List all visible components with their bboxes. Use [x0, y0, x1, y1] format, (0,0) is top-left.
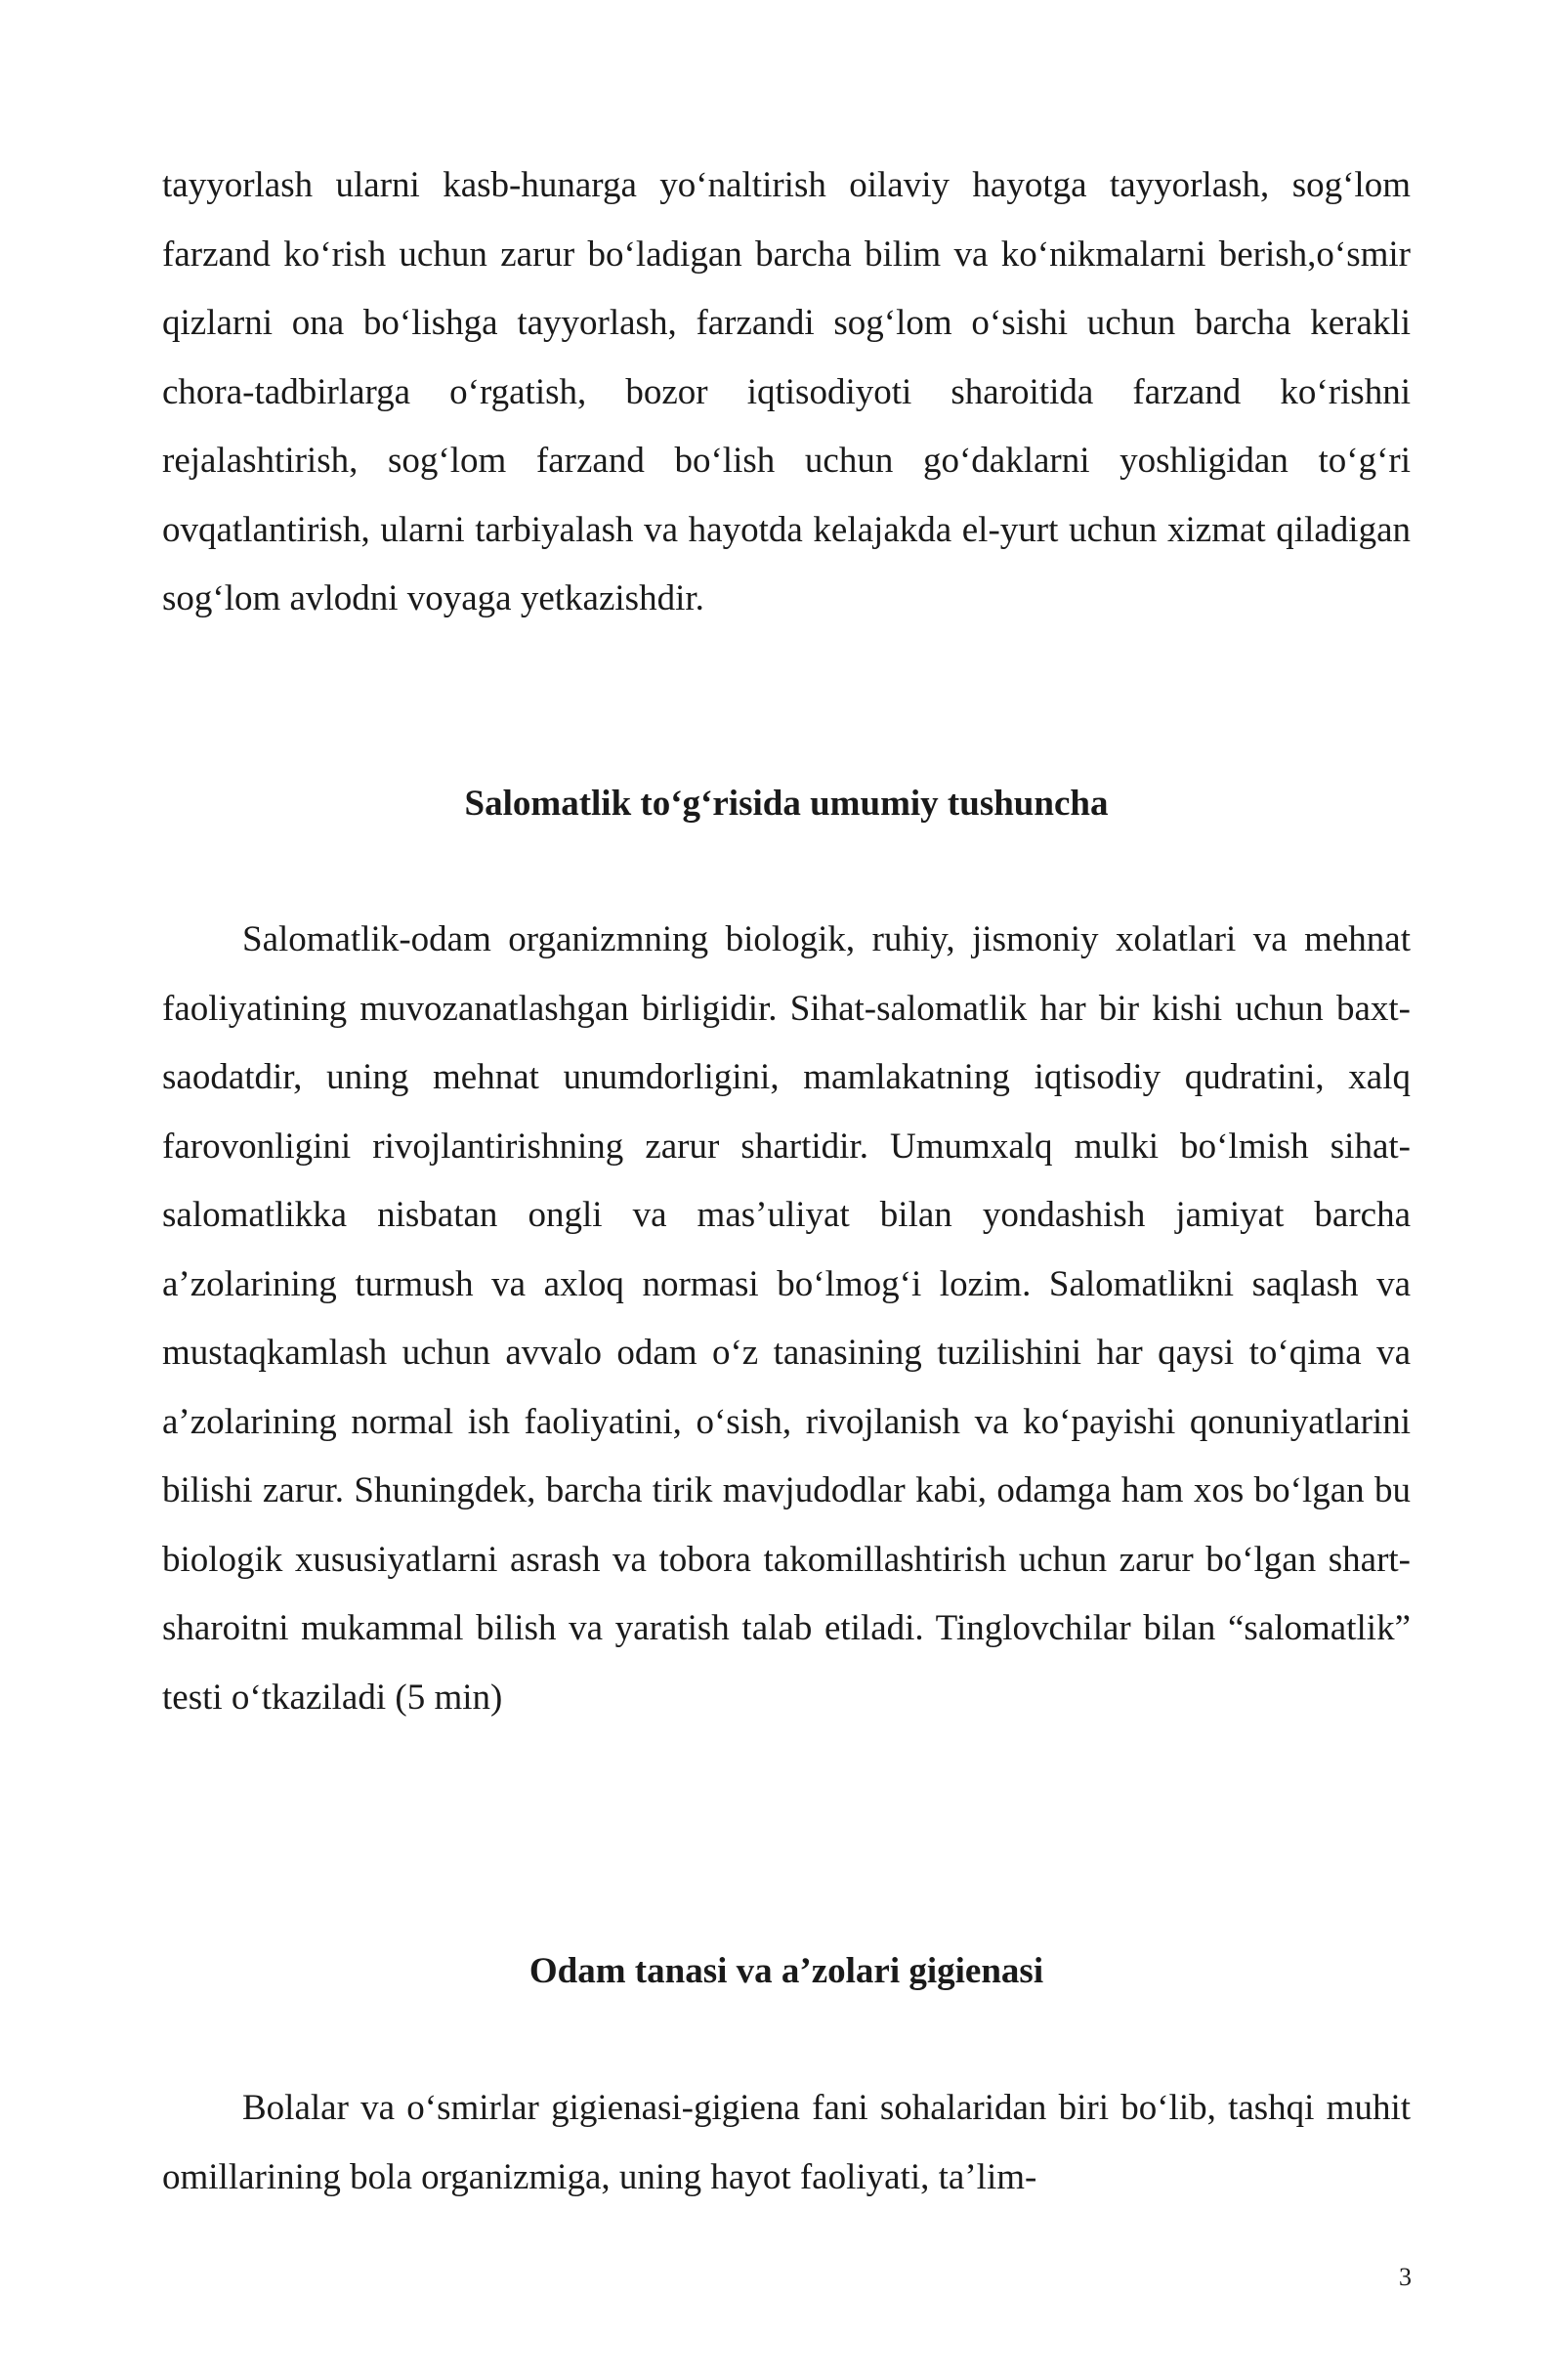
section-heading-gigiena: Odam tanasi va a’zolari gigienasi [528, 1951, 1044, 1991]
paragraph-continuation: tayyorlash ularni kasb-hunarga yo‘naltirish oilaviy hayotga tayyorlash, sog‘lom farzand ko‘rish uchun zarur bo‘ladigan barcha bilim va ko‘nikmalarni berish,o‘smir qizlarni ona bo‘lishga tayyorlash, farzandi sog‘lom o‘sishi uchun barcha kerakli chora-tadbirlarga o‘rgatish, bozor iqtisodiyoti sharoitida farzand ko‘rishni rejalashtirish, sog‘lom farzand bo‘lish uchun go‘daklarni yoshligidan to‘g‘ri ovqatlantirish, ularni tarbiyalash va hayotda kelajakda el-yurt uchun xizmat qiladigan sog‘lom avlodni voyaga yetkazishdir. [162, 165, 1411, 618]
paragraph-salomatlik: Salomatlik-odam organizmning biologik, ruhiy, jismoniy xolatlari va mehnat faoliyatining muvozanatlashgan birligidir. Sihat-salomatlik har bir kishi uchun baxt-saodatdir, uning mehnat unumdorligini, mamlakatning iqtisodiy qudratini, xalq farovonligini rivojlantirishning zarur shartidir. Umumxalq mulki bo‘lmish sihat-salomatlikka nisbatan ongli va mas’uliyat bilan yondashish jamiyat barcha a’zolarining turmush va axloq normasi bo‘lmog‘i lozim. Salomatlikni saqlash va mustaqkamlash uchun avvalo odam o‘z tanasining tuzilishini har qaysi to‘qima va a’zolarining normal ish faoliyatini, o‘sish, rivojlanish va ko‘payishi qonuniyatlarini bilishi zarur. Shuningdek, barcha tirik mavjudodlar kabi, odamga ham xos bo‘lgan bu biologik xususiyatlarni asrash va tobora takomillashtirish uchun zarur bo‘lgan shart-sharoitni mukammal bilish va yaratish talab etiladi. Tinglovchilar bilan “salomatlik” testi o‘tkaziladi (5 min) [162, 919, 1411, 1718]
paragraph-gigiena: Bolalar va o‘smirlar gigienasi-gigiena fani sohalaridan biri bo‘lib, tashqi muhit omillarining bola organizmiga, uning hayot faoliyati, ta’lim- [162, 2088, 1411, 2197]
page-number: 3 [1399, 2263, 1412, 2291]
section-heading-salomatlik: Salomatlik to‘g‘risida umumiy tushuncha [464, 784, 1109, 824]
